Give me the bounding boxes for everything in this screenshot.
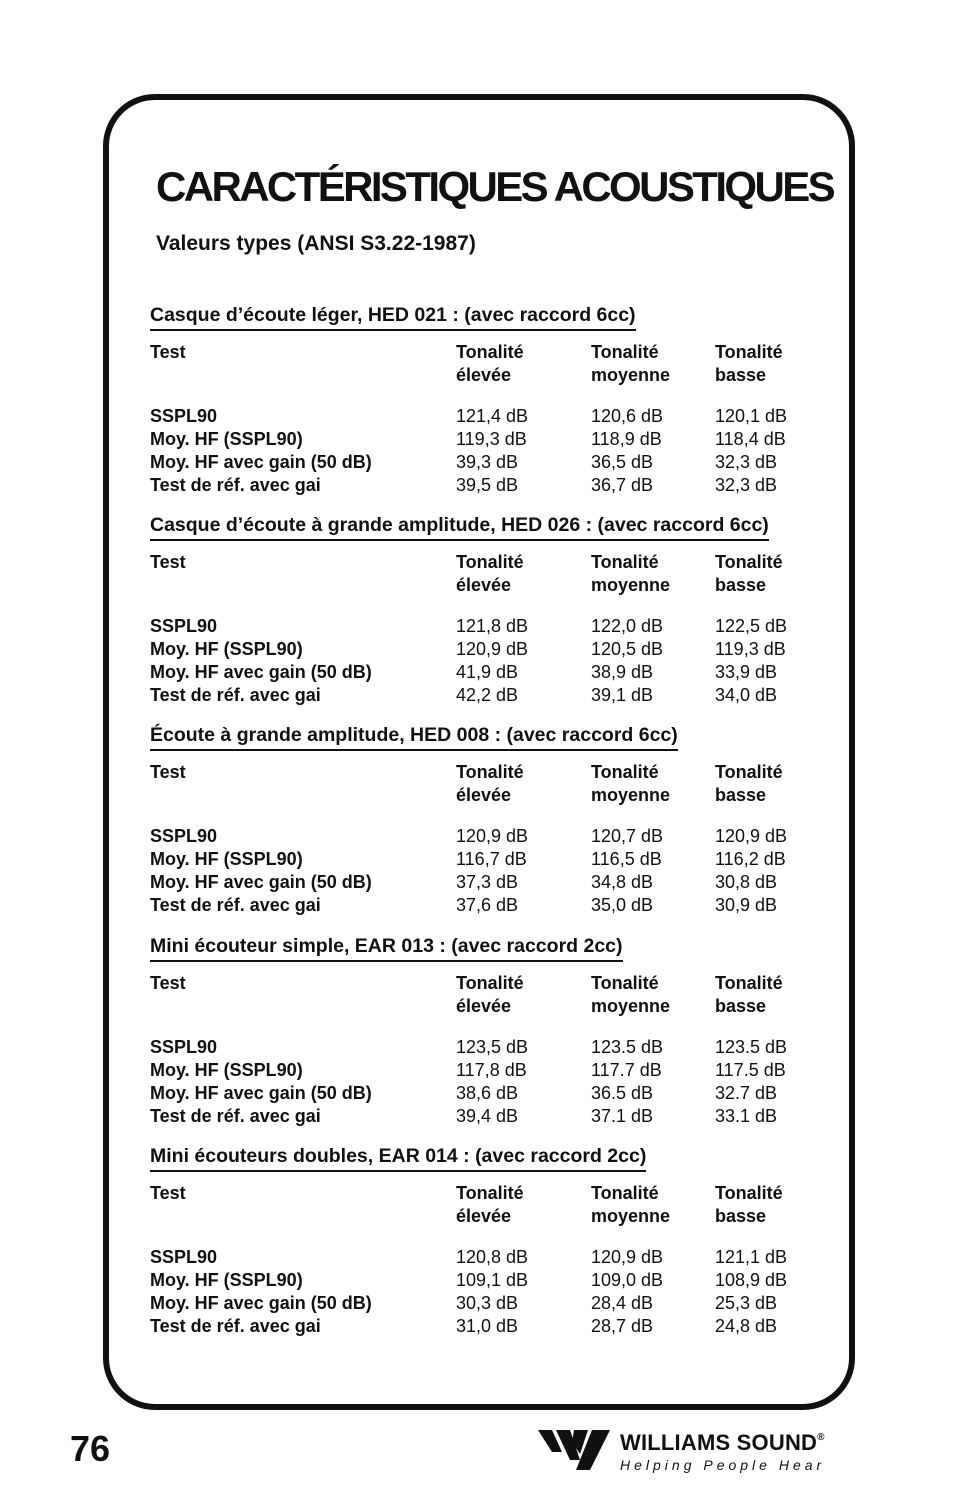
table-row [150, 1246, 820, 1269]
table-row [150, 1082, 820, 1105]
value-low: 33.1 dB [715, 1106, 778, 1126]
value-low: 122,5 dB [715, 616, 788, 636]
header-high-tone: Tonalité élevée [456, 973, 524, 1016]
row-label: Test de réf. avec gai [150, 1106, 321, 1126]
value-low: 30,8 dB [715, 872, 778, 892]
value-mid: 28,7 dB [591, 1316, 654, 1336]
table-row [150, 474, 820, 497]
value-high: 37,6 dB [456, 895, 519, 915]
row-label: Moy. HF avec gain (50 dB) [150, 1293, 372, 1313]
row-label: Moy. HF (SSPL90) [150, 1060, 303, 1080]
value-high: 120,8 dB [456, 1247, 529, 1267]
value-high: 120,9 dB [456, 826, 529, 846]
header-low-tone: Tonalité basse [715, 1183, 783, 1226]
row-label: Moy. HF (SSPL90) [150, 849, 303, 869]
section-title: Casque d’écoute à grande amplitude, HED 026 : (avec raccord 6cc) [150, 513, 769, 541]
spec-section [150, 513, 820, 707]
value-mid: 118,9 dB [591, 429, 662, 449]
row-label: Moy. HF avec gain (50 dB) [150, 872, 372, 892]
value-mid: 36,5 dB [591, 452, 654, 472]
row-label: Moy. HF (SSPL90) [150, 1270, 303, 1290]
header-test: Test [150, 1183, 186, 1203]
header-mid-tone: Tonalité moyenne [591, 342, 671, 385]
value-mid: 34,8 dB [591, 872, 654, 892]
row-label: Moy. HF avec gain (50 dB) [150, 662, 372, 682]
spec-section [150, 723, 820, 917]
value-low: 118,4 dB [715, 429, 786, 449]
section-title: Mini écouteurs doubles, EAR 014 : (avec raccord 2cc) [150, 1144, 646, 1172]
table-row [150, 661, 820, 684]
value-mid: 109,0 dB [591, 1270, 664, 1290]
value-low: 116,2 dB [715, 849, 786, 869]
value-mid: 123.5 dB [591, 1037, 664, 1057]
header-low-tone: Tonalité basse [715, 342, 783, 385]
value-mid: 28,4 dB [591, 1293, 654, 1313]
value-high: 37,3 dB [456, 872, 519, 892]
value-mid: 120,5 dB [591, 639, 664, 659]
value-high: 31,0 dB [456, 1316, 519, 1336]
header-high-tone: Tonalité élevée [456, 762, 524, 805]
value-low: 32.7 dB [715, 1083, 778, 1103]
page-title: CARACTÉRISTIQUES ACOUSTIQUES [156, 163, 834, 210]
table-row [150, 1315, 820, 1338]
value-high: 121,8 dB [456, 616, 529, 636]
value-low: 120,1 dB [715, 406, 788, 426]
header-low-tone: Tonalité basse [715, 973, 783, 1016]
header-mid-tone: Tonalité moyenne [591, 552, 671, 595]
header-test: Test [150, 762, 186, 782]
value-mid: 120,7 dB [591, 826, 664, 846]
value-high: 38,6 dB [456, 1083, 519, 1103]
row-label: Test de réf. avec gai [150, 475, 321, 495]
row-label: Test de réf. avec gai [150, 685, 321, 705]
header-test: Test [150, 973, 186, 993]
value-low: 32,3 dB [715, 475, 778, 495]
row-label: Moy. HF (SSPL90) [150, 429, 303, 449]
table-row [150, 638, 820, 661]
williams-sound-logo [538, 1430, 858, 1480]
table-row [150, 1269, 820, 1292]
logo-brand [620, 1430, 825, 1456]
value-low: 117.5 dB [715, 1060, 786, 1080]
table-row [150, 1292, 820, 1315]
table-header [150, 551, 820, 597]
row-label: Moy. HF avec gain (50 dB) [150, 1083, 372, 1103]
section-title: Casque d’écoute léger, HED 021 : (avec raccord 6cc) [150, 303, 636, 331]
row-label: SSPL90 [150, 406, 218, 426]
logo-brand-name: WILLIAMS SOUND [620, 1430, 818, 1455]
spec-section [150, 934, 820, 1128]
value-mid: 120,9 dB [591, 1247, 664, 1267]
table-row [150, 848, 820, 871]
table-row [150, 405, 820, 428]
table-row [150, 1036, 820, 1059]
registered-mark: ® [817, 1432, 825, 1443]
value-high: 116,7 dB [456, 849, 527, 869]
value-mid: 120,6 dB [591, 406, 664, 426]
value-high: 117,8 dB [456, 1060, 527, 1080]
value-low: 120,9 dB [715, 826, 788, 846]
value-mid: 116,5 dB [591, 849, 662, 869]
table-row [150, 1059, 820, 1082]
value-high: 30,3 dB [456, 1293, 519, 1313]
header-high-tone: Tonalité élevée [456, 342, 524, 385]
value-mid: 122,0 dB [591, 616, 664, 636]
value-low: 121,1 dB [715, 1247, 788, 1267]
header-test: Test [150, 552, 186, 572]
value-low: 25,3 dB [715, 1293, 778, 1313]
row-label: SSPL90 [150, 1037, 218, 1057]
value-low: 30,9 dB [715, 895, 778, 915]
header-high-tone: Tonalité élevée [456, 552, 524, 595]
table-row [150, 825, 820, 848]
row-label: SSPL90 [150, 826, 218, 846]
table-header [150, 341, 820, 387]
value-mid: 38,9 dB [591, 662, 654, 682]
table-header [150, 761, 820, 807]
spec-section [150, 303, 820, 497]
value-low: 119,3 dB [715, 639, 786, 659]
value-high: 120,9 dB [456, 639, 529, 659]
table-header [150, 1182, 820, 1228]
row-label: Moy. HF (SSPL90) [150, 639, 303, 659]
value-high: 42,2 dB [456, 685, 519, 705]
table-row [150, 894, 820, 917]
section-title: Mini écouteur simple, EAR 013 : (avec raccord 2cc) [150, 934, 623, 962]
value-mid: 39,1 dB [591, 685, 654, 705]
header-mid-tone: Tonalité moyenne [591, 762, 671, 805]
row-label: Moy. HF avec gain (50 dB) [150, 452, 372, 472]
value-mid: 36,7 dB [591, 475, 654, 495]
row-label: SSPL90 [150, 1247, 218, 1267]
table-row [150, 428, 820, 451]
value-low: 108,9 dB [715, 1270, 788, 1290]
value-high: 39,3 dB [456, 452, 519, 472]
row-label: SSPL90 [150, 616, 218, 636]
spec-section [150, 1144, 820, 1338]
value-high: 119,3 dB [456, 429, 527, 449]
row-label: Test de réf. avec gai [150, 895, 321, 915]
row-label: Test de réf. avec gai [150, 1316, 321, 1336]
header-low-tone: Tonalité basse [715, 552, 783, 595]
header-high-tone: Tonalité élevée [456, 1183, 524, 1226]
value-low: 32,3 dB [715, 452, 778, 472]
table-row [150, 615, 820, 638]
value-mid: 37.1 dB [591, 1106, 654, 1126]
value-mid: 36.5 dB [591, 1083, 654, 1103]
header-test: Test [150, 342, 186, 362]
value-low: 24,8 dB [715, 1316, 778, 1336]
table-row [150, 684, 820, 707]
section-title: Écoute à grande amplitude, HED 008 : (avec raccord 6cc) [150, 723, 678, 751]
value-high: 121,4 dB [456, 406, 529, 426]
header-mid-tone: Tonalité moyenne [591, 1183, 671, 1226]
value-high: 39,4 dB [456, 1106, 519, 1126]
page-subtitle: Valeurs types (ANSI S3.22-1987) [156, 232, 476, 255]
table-row [150, 451, 820, 474]
value-high: 41,9 dB [456, 662, 519, 682]
table-row [150, 1105, 820, 1128]
table-row [150, 871, 820, 894]
williams-sound-logo-icon [538, 1430, 612, 1470]
table-header [150, 972, 820, 1018]
value-low: 123.5 dB [715, 1037, 788, 1057]
value-mid: 117.7 dB [591, 1060, 662, 1080]
value-mid: 35,0 dB [591, 895, 654, 915]
value-low: 33,9 dB [715, 662, 778, 682]
value-low: 34,0 dB [715, 685, 778, 705]
header-low-tone: Tonalité basse [715, 762, 783, 805]
value-high: 39,5 dB [456, 475, 519, 495]
value-high: 109,1 dB [456, 1270, 529, 1290]
header-mid-tone: Tonalité moyenne [591, 973, 671, 1016]
value-high: 123,5 dB [456, 1037, 529, 1057]
logo-tagline: Helping People Hear [620, 1457, 826, 1473]
page-number: 76 [70, 1428, 111, 1469]
